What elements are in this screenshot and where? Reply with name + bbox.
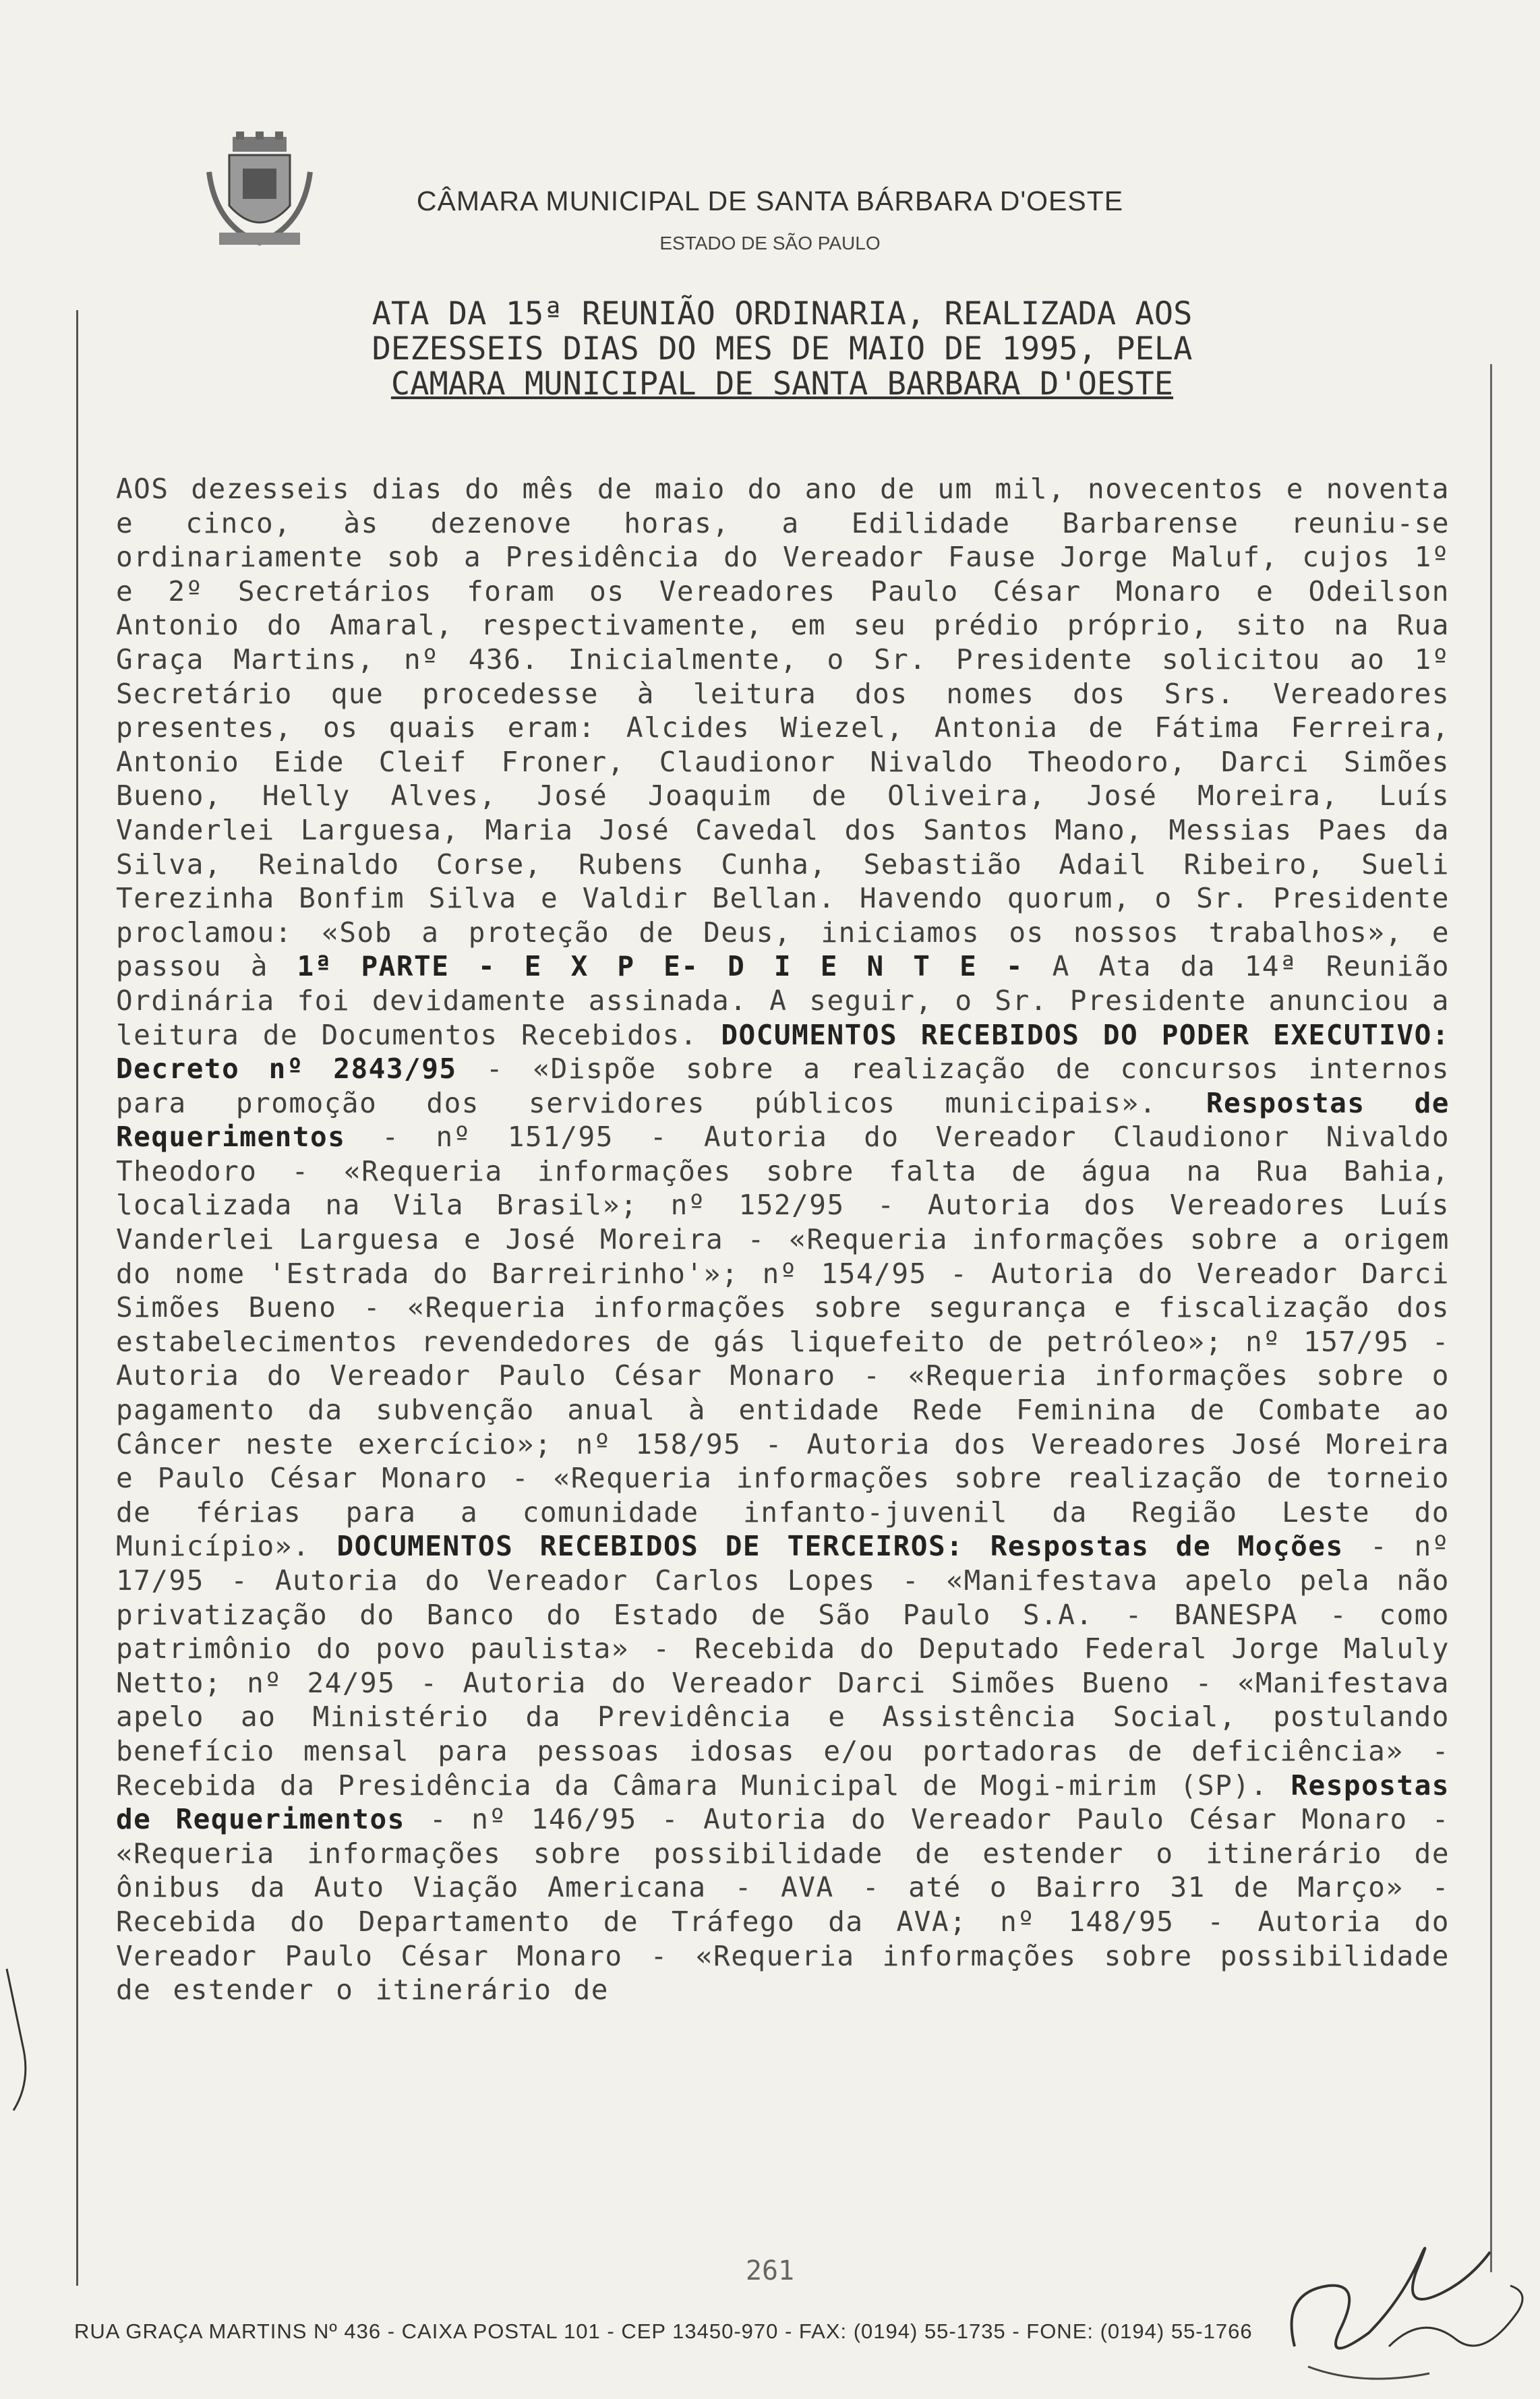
paragraph-respostas-requerimentos-1: - nº 151/95 - Autoria do Vereador Claudionor Nivaldo Theodoro - «Requeria informações sobre falta de água na Rua Bahia, localizada na Vila Brasil»; nº 152/95 - Autoria dos Vereadores Luís Vanderlei Larguesa e José Moreira - «Requeria informações sobre a origem do nome 'Estrada do Barreirinho'»; nº 154/95 - Autoria do Vereador Darci Simões Bueno - «Requeria informações sobre segurança e fiscalização dos estabelecimentos revendedores de gás liquefeito de petróleo»; nº 157/95 - Autoria do Vereador Paulo César Monaro - «Requeria informações sobre o pagamento da subvenção anual à entidade Rede Feminina de Combate ao Câncer neste exercício»; nº 158/95 - Autoria dos Vereadores José Moreira e Paulo César Monaro - «Requeria informações sobre realização de torneio de férias para a comunidade infanto-juvenil da Região Leste do Município». (116, 1121, 1450, 1563)
paragraph-respostas-requerimentos-2: - nº 146/95 - Autoria do Vereador Paulo César Monaro - «Requeria informações sobre possibilidade de estender o itinerário de ônibus da Auto Viação Americana - AVA - até o Bairro 31 de Março» - Recebida do Departamento de Tráfego da AVA; nº 148/95 - Autoria do Vereador Paulo César Monaro - «Requeria informações sobre possibilidade de estender o itinerário de (116, 1803, 1450, 2007)
minutes-body (116, 472, 1450, 2007)
title-line-2: DEZESSEIS DIAS DO MES DE MAIO DE 1995, PELA (372, 330, 1193, 367)
paragraph-decreto: - «Dispõe sobre a realização de concursos internos para promoção dos servidores públicos municipais». (116, 1053, 1450, 1119)
heading-respostas-mocoes: Respostas de Moções (990, 1530, 1344, 1563)
title-line-3: CAMARA MUNICIPAL DE SANTA BARBARA D'OESTE (390, 365, 1174, 403)
heading-respostas-requerimentos-1: Respostas de Requerimentos (116, 1086, 1450, 1154)
heading-expediente: 1ª PARTE - E X P E- D I E N T E - (297, 950, 1024, 983)
heading-respostas-requerimentos-2: Respostas de Requerimentos (116, 1769, 1450, 1836)
handwritten-signature-icon (1268, 2212, 1537, 2394)
margin-pen-mark-icon (0, 1955, 40, 2117)
heading-docs-executivo: DOCUMENTOS RECEBIDOS DO PODER EXECUTIVO: (721, 1018, 1450, 1051)
title-line-1: ATA DA 15ª REUNIÃO ORDINARIA, REALIZADA AOS (372, 295, 1193, 332)
paragraph-ata-anterior: A Ata da 14ª Reunião Ordinária foi devidamente assinada. A seguir, o Sr. Presidente anunciou a leitura de Documentos Recebidos. (116, 950, 1450, 1051)
footer-address: RUA GRAÇA MARTINS Nº 436 - CAIXA POSTAL 101 - CEP 13450-970 - FAX: (0194) 55-1735 - FONE: (0194) 55-1766 (74, 2319, 1253, 2343)
right-margin-rule (1490, 364, 1492, 2272)
page-number: 261 (745, 2255, 795, 2286)
heading-decreto: Decreto nº 2843/95 (116, 1053, 457, 1086)
left-margin-rule (76, 310, 78, 2286)
paragraph-opening: AOS dezesseis dias do mês de maio do ano de um mil, novecentos e noventa e cinco, às dezenove horas, a Edilidade Barbarense reuniu-se ordinariamente sob a Presidência do Vereador Fause Jorge Maluf, cujos 1º e 2º Secretários foram os Vereadores Paulo César Monaro e Odeilson Antonio do Amaral, respectivamente, em seu prédio próprio, sito na Rua Graça Martins, nº 436. Inicialmente, o Sr. Presidente solicitou ao 1º Secretário que procedesse à leitura dos nomes dos Srs. Vereadores presentes, os quais eram: Alcides Wiezel, Antonia de Fátima Ferreira, Antonio Eide Cleif Froner, Claudionor Nivaldo Theodoro, Darci Simões Bueno, Helly Alves, José Joaquim de Oliveira, José Moreira, Luís Vanderlei Larguesa, Maria José Cavedal dos Santos Mano, Messias Paes da Silva, Reinaldo Corse, Rubens Cunha, Sebastião Adail Ribeiro, Sueli Terezinha Bonfim Silva e Valdir Bellan. Havendo quorum, o Sr. Presidente proclamou: «Sob a proteção de Deus, iniciamos os nossos trabalhos», e passou à (116, 473, 1450, 983)
header-title: CÂMARA MUNICIPAL DE SANTA BÁRBARA D'OESTE (416, 185, 1124, 216)
paragraph-respostas-mocoes: - nº 17/95 - Autoria do Vereador Carlos Lopes - «Manifestava apelo pela não privatização do Banco do Estado de São Paulo S.A. - BANESPA - como patrimônio do povo paulista» - Recebida do Deputado Federal Jorge Maluly Netto; nº 24/95 - Autoria do Vereador Darci Simões Bueno - «Manifestava apelo ao Ministério da Previdência e Assistência Social, postulando benefício mensal para pessoas idosas e/ou portadoras de deficiência» - Recebida da Presidência da Câmara Municipal de Mogi-mirim (SP). (116, 1530, 1450, 1802)
heading-docs-terceiros: DOCUMENTOS RECEBIDOS DE TERCEIROS: (336, 1530, 964, 1563)
header-subtitle: ESTADO DE SÃO PAULO (659, 233, 881, 254)
document-title (115, 297, 1450, 402)
